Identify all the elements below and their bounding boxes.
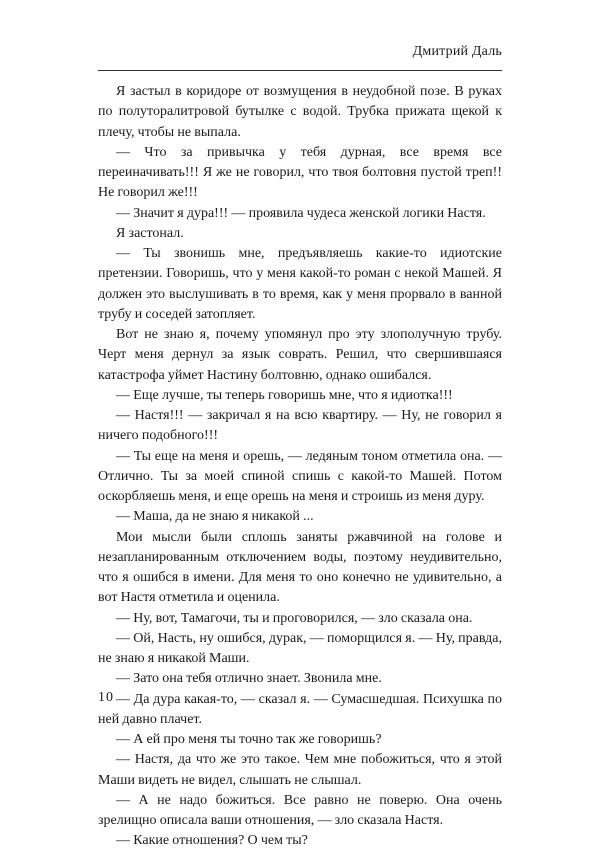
paragraph: — Ты звонишь мне, предъявляешь какие-то идиотские претензии. Говоришь, что у меня какой-то роман с некой Машей. Я должен это выслушивать в то время, как у меня прорвало в ванной трубу и соседей затопляет.: [98, 246, 502, 322]
paragraph: — Маша, да не знаю я никакой ...: [116, 509, 314, 525]
paragraph: — Ты еще на меня и орешь, — ледяным тоном отметила она. — Отлично. Ты за моей спиной спишь с какой-то Машей. Потом оскорбляешь меня, и еще орешь на меня и строишь из меня дуру.: [98, 448, 502, 504]
paragraph: — А не надо божиться. Все равно не поверю. Она очень зрелищно описала ваши отношения, — зло сказала Настя.: [98, 792, 502, 828]
paragraph: — Настя!!! — закричал я на всю квартиру. — Ну, не говорил я ничего подобного!!!: [98, 408, 502, 444]
paragraph: — Настя, да что же это такое. Чем мне побожиться, что я этой Маши видеть не видел, слышать не слышал.: [98, 752, 502, 788]
paragraph: Я застыл в коридоре от возмущения в неудобной позе. В руках по полуторалитровой бутылке с водой. Трубка прижата щекой к плечу, чтобы не выпала.: [98, 84, 502, 140]
paragraph: — Ой, Насть, ну ошибся, дурак, — поморщился я. — Ну, правда, не знаю я никакой Маши.: [98, 630, 502, 666]
paragraph: — Зато она тебя отлично знает. Звонила мне.: [116, 671, 382, 687]
running-header-author: Дмитрий Даль: [412, 44, 502, 59]
paragraph: Мои мысли были сплошь заняты ржавчиной на голове и незапланированным отключением воды, поэтому неудивительно, что я ошибся в имени. Для меня то оно конечно не удивительно, а вот Настя отметила и оценила.: [98, 529, 502, 606]
body-text: [98, 82, 502, 852]
paragraph: — А ей про меня ты точно так же говоришь?: [116, 732, 382, 747]
paragraph: — Значит я дура!!! — проявила чудеса женской логики Настя.: [116, 205, 486, 221]
header-rule: [98, 70, 502, 71]
paragraph: — Ну, вот, Тамагочи, ты и проговорился, — зло сказала она.: [116, 610, 473, 626]
paragraph: — Еще лучше, ты теперь говоришь мне, что я идиотка!!!: [116, 387, 453, 403]
paragraph: Вот не знаю я, почему упомянул про эту злополучную трубу. Черт меня дернул за язык соврать. Решил, что свершившаяся катастрофа уймет Настину болтовню, однако ошибался.: [98, 327, 502, 383]
paragraph: — Да дура какая-то, — сказал я. — Сумасшедшая. Психушка по ней давно плачет.: [98, 691, 502, 727]
page-number: 10: [98, 690, 114, 705]
paragraph: — Что за привычка у тебя дурная, все время все переиначивать!!! Я же не говорил, что твоя болтовня пустой треп!! Не говорил же!!!: [98, 144, 502, 201]
paragraph: — Какие отношения? О чем ты?: [116, 833, 308, 849]
paragraph: Я застонал.: [116, 225, 184, 241]
